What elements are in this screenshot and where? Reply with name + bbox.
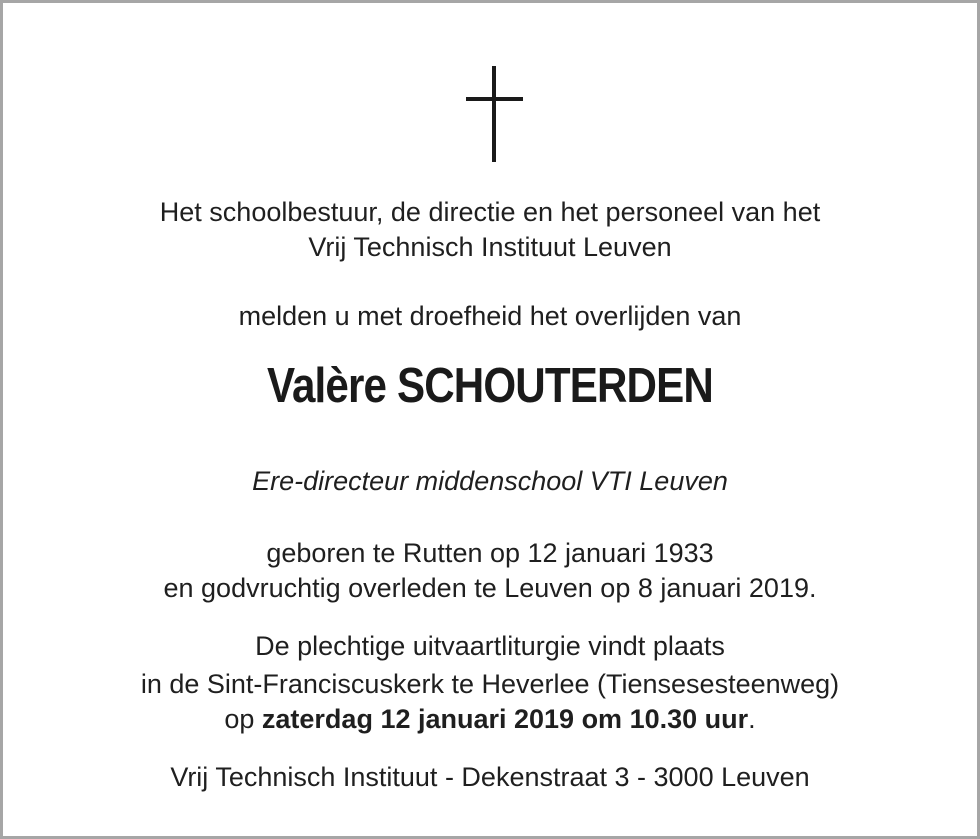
announcement-text: melden u met droefheid het overlijden van [238,301,742,331]
cross-icon [466,66,523,162]
footer-address: Vrij Technisch Instituut - Dekenstraat 3 - 3000 Leuven [170,762,810,792]
deceased-name: Valère SCHOUTERDEN [267,359,713,413]
intro-line-1: Het schoolbestuur, de directie en het personeel van het [159,197,821,227]
funeral-line-2: in de Sint-Franciscuskerk te Heverlee (Tiensesesteenweg) [140,669,840,699]
funeral-suffix: . [748,704,756,734]
cross-vertical-bar [492,66,496,162]
death-line: en godvruchtig overleden te Leuven op 8 januari 2019. [163,573,817,603]
cross-horizontal-bar [466,97,523,101]
birth-line: geboren te Rutten op 12 januari 1933 [266,538,714,568]
funeral-datetime: zaterdag 12 januari 2019 om 10.30 uur [261,704,749,734]
deceased-title: Ere-directeur middenschool VTI Leuven [252,466,728,496]
funeral-line-1: De plechtige uitvaartliturgie vindt plaats [255,631,725,661]
funeral-prefix: op [224,704,255,734]
funeral-line-3 [3,702,977,736]
intro-line-2: Vrij Technisch Instituut Leuven [308,232,672,262]
